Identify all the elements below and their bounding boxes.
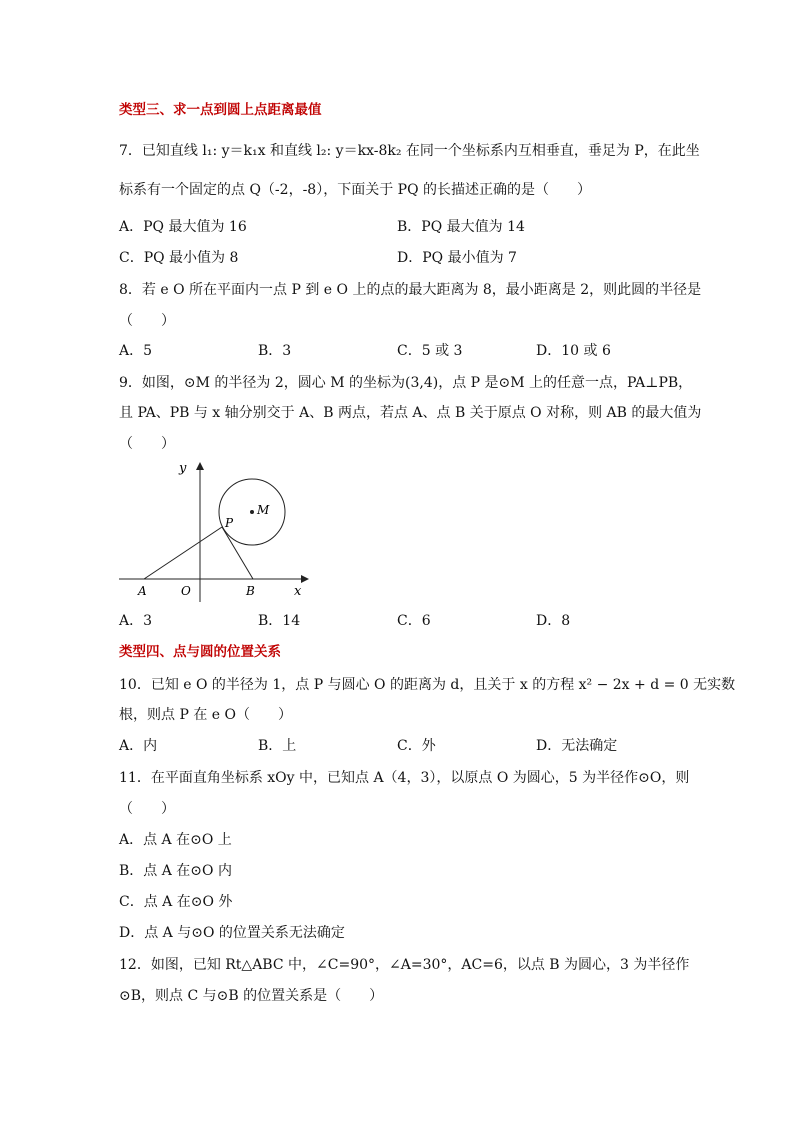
question-8-line-1: 8．若 e O 所在平面内一点 P 到 e O 上的点的最大距离为 8，最小距离是 2，则此圆的半径是	[119, 282, 702, 298]
question-7-option-b: B．PQ 最大值为 14	[397, 219, 525, 235]
y-axis-arrow-icon	[196, 462, 204, 470]
label-b: B	[246, 584, 255, 598]
question-11-option-d: D．点 A 与⊙O 的位置关系无法确定	[119, 925, 345, 941]
center-point-m	[250, 510, 254, 514]
segment-pb	[222, 527, 253, 579]
question-9-option-d: D．8	[536, 613, 571, 629]
question-7-line-1: 7．已知直线 l₁: y＝k₁x 和直线 l₂: y＝kx-8k₂ 在同一个坐标系内互相垂直，垂足为 P，在此坐	[119, 143, 700, 159]
x-axis-arrow-icon	[301, 575, 309, 583]
segment-pa	[144, 527, 222, 579]
question-11-option-b: B．点 A 在⊙O 内	[119, 863, 232, 879]
label-m: M	[257, 503, 270, 517]
label-y: y	[179, 461, 187, 476]
question-11-option-c: C．点 A 在⊙O 外	[119, 894, 233, 910]
question-10-option-d: D．无法确定	[536, 738, 618, 754]
section-heading-type-3: 类型三、求一点到圆上点距离最值	[119, 102, 322, 118]
question-9-line-2: 且 PA、PB 与 x 轴分别交于 A、B 两点，若点 A、点 B 关于原点 O 对称，则 AB 的最大值为	[119, 405, 702, 421]
question-8-option-c: C．5 或 3	[397, 343, 463, 359]
question-9-option-c: C．6	[397, 613, 431, 629]
question-10-option-a: A．内	[119, 738, 158, 754]
label-p: P	[225, 516, 234, 530]
question-7-line-2: 标系有一个固定的点 Q（-2，-8），下面关于 PQ 的长描述正确的是（ ）	[119, 182, 591, 198]
question-10-option-c: C．外	[397, 738, 436, 754]
question-10-line-1: 10．已知 e O 的半径为 1，点 P 与圆心 O 的距离为 d，且关于 x 的方程 x² − 2x + d = 0 无实数	[119, 677, 736, 693]
question-9-option-a: A．3	[119, 613, 153, 629]
question-10-option-b: B．上	[258, 738, 297, 754]
question-8-line-2: （ ）	[119, 313, 175, 329]
question-12-line-2: ⊙B，则点 C 与⊙B 的位置关系是（ ）	[119, 988, 384, 1004]
question-9-line-1: 9．如图，⊙M 的半径为 2，圆心 M 的坐标为(3,4)，点 P 是⊙M 上的任意一点，PA⊥PB，	[119, 375, 693, 391]
question-7-option-d: D．PQ 最小值为 7	[397, 250, 517, 266]
question-11-line-2: （ ）	[119, 801, 175, 817]
question-9-option-b: B．14	[258, 613, 301, 629]
question-9-figure	[119, 458, 319, 606]
question-8-option-b: B．3	[258, 343, 292, 359]
question-7-option-a: A．PQ 最大值为 16	[119, 219, 247, 235]
question-11-line-1: 11．在平面直角坐标系 xOy 中，已知点 A（4，3），以原点 O 为圆心，5 为半径作⊙O，则	[119, 770, 690, 786]
label-x: x	[294, 584, 302, 599]
question-9-line-3: （ ）	[119, 436, 175, 452]
question-8-option-d: D．10 或 6	[536, 343, 611, 359]
label-a: A	[138, 584, 147, 598]
question-12-line-1: 12．如图，已知 Rt△ABC 中，∠C=90°，∠A=30°，AC=6，以点 B 为圆心，3 为半径作	[119, 957, 690, 973]
section-heading-type-4: 类型四、点与圆的位置关系	[119, 644, 281, 660]
label-o: O	[181, 584, 191, 598]
question-8-option-a: A．5	[119, 343, 153, 359]
question-7-option-c: C．PQ 最小值为 8	[119, 250, 239, 266]
question-10-line-2: 根，则点 P 在 e O（ ）	[119, 707, 292, 723]
question-11-option-a: A．点 A 在⊙O 上	[119, 832, 232, 848]
